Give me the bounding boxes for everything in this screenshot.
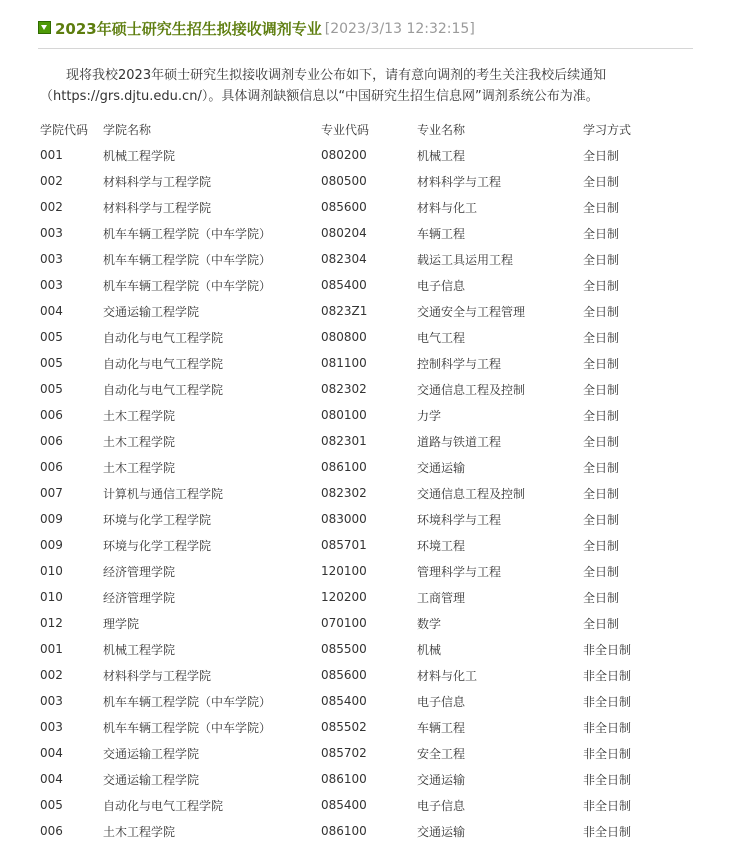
major-name-cell: 交通信息工程及控制 (417, 486, 526, 501)
college-code-cell: 004 (40, 304, 63, 318)
college-code-cell: 005 (40, 382, 63, 396)
table-row (40, 220, 680, 246)
intro-line-2: （https://grs.djtu.edu.cn/）。具体调剂缺额信息以“中国研究生招生信息网”调剂系统公布为准。 (40, 89, 599, 104)
major-code-cell: 080200 (321, 148, 367, 162)
major-code-cell: 080500 (321, 174, 367, 188)
study-mode-cell: 全日制 (583, 382, 620, 397)
table-row (40, 818, 680, 843)
header-college-code: 学院代码 (40, 122, 89, 137)
college-code-cell: 006 (40, 460, 63, 474)
major-name-cell: 环境工程 (417, 538, 466, 553)
major-name-cell: 材料与化工 (417, 200, 478, 215)
table-row (40, 402, 680, 428)
major-name-cell: 电子信息 (417, 278, 466, 293)
college-code-cell: 002 (40, 200, 63, 214)
college-name-cell: 材料科学与工程学院 (103, 200, 212, 215)
major-code-cell: 085400 (321, 798, 367, 812)
college-name-cell: 计算机与通信工程学院 (103, 486, 224, 501)
table-row (40, 168, 680, 194)
study-mode-cell: 全日制 (583, 616, 620, 631)
major-name-cell: 材料与化工 (417, 668, 478, 683)
major-name-cell: 交通信息工程及控制 (417, 382, 526, 397)
college-name-cell: 土木工程学院 (103, 824, 176, 839)
table-body (40, 142, 680, 843)
major-code-cell: 085502 (321, 720, 367, 734)
major-code-cell: 082304 (321, 252, 367, 266)
major-name-cell: 管理科学与工程 (417, 564, 502, 579)
college-code-cell: 005 (40, 798, 63, 812)
major-name-cell: 控制科学与工程 (417, 356, 502, 371)
table-row (40, 532, 680, 558)
table-row (40, 194, 680, 220)
college-code-cell: 002 (40, 174, 63, 188)
major-name-cell: 载运工具运用工程 (417, 252, 514, 267)
header-major-code: 专业代码 (321, 122, 370, 137)
table-row (40, 766, 680, 792)
college-name-cell: 自动化与电气工程学院 (103, 798, 224, 813)
intro-paragraph (40, 65, 700, 107)
college-code-cell: 003 (40, 278, 63, 292)
major-code-cell: 081100 (321, 356, 367, 370)
major-name-cell: 力学 (417, 408, 442, 423)
college-code-cell: 007 (40, 486, 63, 500)
college-name-cell: 自动化与电气工程学院 (103, 356, 224, 371)
study-mode-cell: 全日制 (583, 200, 620, 215)
table-row (40, 376, 680, 402)
table-row (40, 558, 680, 584)
table-row (40, 714, 680, 740)
major-name-cell: 车辆工程 (417, 720, 466, 735)
study-mode-cell: 非全日制 (583, 642, 632, 657)
study-mode-cell: 全日制 (583, 590, 620, 605)
major-name-cell: 交通运输 (417, 772, 466, 787)
major-code-cell: 085400 (321, 278, 367, 292)
major-code-cell: 086100 (321, 460, 367, 474)
college-code-cell: 003 (40, 720, 63, 734)
table-row (40, 142, 680, 168)
table-row (40, 610, 680, 636)
college-name-cell: 机车车辆工程学院（中车学院） (103, 226, 272, 241)
major-name-cell: 交通安全与工程管理 (417, 304, 526, 319)
table-row (40, 636, 680, 662)
college-code-cell: 001 (40, 642, 63, 656)
study-mode-cell: 非全日制 (583, 720, 632, 735)
major-code-cell: 0823Z1 (321, 304, 368, 318)
major-code-cell: 082302 (321, 382, 367, 396)
college-code-cell: 003 (40, 226, 63, 240)
study-mode-cell: 全日制 (583, 408, 620, 423)
college-name-cell: 自动化与电气工程学院 (103, 382, 224, 397)
major-name-cell: 电气工程 (417, 330, 466, 345)
table-row (40, 792, 680, 818)
table-row (40, 454, 680, 480)
college-name-cell: 自动化与电气工程学院 (103, 330, 224, 345)
college-name-cell: 材料科学与工程学院 (103, 668, 212, 683)
college-code-cell: 004 (40, 772, 63, 786)
major-code-cell: 083000 (321, 512, 367, 526)
study-mode-cell: 全日制 (583, 512, 620, 527)
college-name-cell: 机车车辆工程学院（中车学院） (103, 252, 272, 267)
study-mode-cell: 全日制 (583, 304, 620, 319)
table-row (40, 740, 680, 766)
study-mode-cell: 全日制 (583, 148, 620, 163)
major-name-cell: 机械 (417, 642, 442, 657)
study-mode-cell: 全日制 (583, 174, 620, 189)
college-code-cell: 004 (40, 746, 63, 760)
college-name-cell: 土木工程学院 (103, 460, 176, 475)
study-mode-cell: 全日制 (583, 252, 620, 267)
study-mode-cell: 全日制 (583, 486, 620, 501)
college-code-cell: 005 (40, 330, 63, 344)
table-row (40, 480, 680, 506)
major-code-cell: 080100 (321, 408, 367, 422)
college-code-cell: 003 (40, 694, 63, 708)
college-name-cell: 交通运输工程学院 (103, 772, 200, 787)
college-code-cell: 009 (40, 512, 63, 526)
study-mode-cell: 全日制 (583, 460, 620, 475)
study-mode-cell: 全日制 (583, 538, 620, 553)
study-mode-cell: 全日制 (583, 564, 620, 579)
college-name-cell: 经济管理学院 (103, 590, 176, 605)
college-name-cell: 交通运输工程学院 (103, 304, 200, 319)
table-row (40, 584, 680, 610)
college-code-cell: 009 (40, 538, 63, 552)
college-name-cell: 环境与化学工程学院 (103, 512, 212, 527)
major-name-cell: 工商管理 (417, 590, 466, 605)
major-name-cell: 机械工程 (417, 148, 466, 163)
major-code-cell: 085701 (321, 538, 367, 552)
intro-line-1: 现将我校2023年硕士研究生拟接收调剂专业公布如下，请有意向调剂的考生关注我校后续通知 (66, 68, 607, 83)
college-code-cell: 010 (40, 564, 63, 578)
study-mode-cell: 非全日制 (583, 772, 632, 787)
major-name-cell: 材料科学与工程 (417, 174, 502, 189)
table-row (40, 246, 680, 272)
table-row (40, 272, 680, 298)
major-code-cell: 070100 (321, 616, 367, 630)
header-major-name: 专业名称 (417, 122, 466, 137)
major-code-cell: 086100 (321, 824, 367, 838)
major-name-cell: 道路与铁道工程 (417, 434, 502, 449)
college-code-cell: 005 (40, 356, 63, 370)
major-code-cell: 085702 (321, 746, 367, 760)
college-code-cell: 006 (40, 408, 63, 422)
publish-timestamp: [2023/3/13 12:32:15] (324, 20, 475, 37)
major-name-cell: 车辆工程 (417, 226, 466, 241)
college-name-cell: 理学院 (103, 616, 140, 631)
table-row (40, 506, 680, 532)
major-code-cell: 085500 (321, 642, 367, 656)
major-name-cell: 交通运输 (417, 460, 466, 475)
majors-table (40, 116, 680, 843)
header-study-mode: 学习方式 (583, 122, 632, 137)
college-name-cell: 环境与化学工程学院 (103, 538, 212, 553)
major-code-cell: 082301 (321, 434, 367, 448)
major-name-cell: 电子信息 (417, 798, 466, 813)
header-college-name: 学院名称 (103, 122, 152, 137)
major-name-cell: 环境科学与工程 (417, 512, 502, 527)
major-name-cell: 交通运输 (417, 824, 466, 839)
college-code-cell: 010 (40, 590, 63, 604)
major-code-cell: 080800 (321, 330, 367, 344)
table-row (40, 324, 680, 350)
study-mode-cell: 非全日制 (583, 798, 632, 813)
college-name-cell: 经济管理学院 (103, 564, 176, 579)
college-name-cell: 机车车辆工程学院（中车学院） (103, 278, 272, 293)
study-mode-cell: 全日制 (583, 434, 620, 449)
major-code-cell: 085600 (321, 200, 367, 214)
study-mode-cell: 非全日制 (583, 668, 632, 683)
college-name-cell: 土木工程学院 (103, 408, 176, 423)
table-row (40, 688, 680, 714)
major-code-cell: 085600 (321, 668, 367, 682)
college-code-cell: 006 (40, 434, 63, 448)
major-name-cell: 安全工程 (417, 746, 466, 761)
study-mode-cell: 非全日制 (583, 694, 632, 709)
major-code-cell: 080204 (321, 226, 367, 240)
college-name-cell: 交通运输工程学院 (103, 746, 200, 761)
study-mode-cell: 全日制 (583, 330, 620, 345)
major-code-cell: 120100 (321, 564, 367, 578)
study-mode-cell: 全日制 (583, 356, 620, 371)
college-code-cell: 012 (40, 616, 63, 630)
table-row (40, 350, 680, 376)
college-name-cell: 机车车辆工程学院（中车学院） (103, 720, 272, 735)
college-name-cell: 土木工程学院 (103, 434, 176, 449)
major-name-cell: 数学 (417, 616, 442, 631)
table-row (40, 298, 680, 324)
table-row (40, 428, 680, 454)
college-name-cell: 机械工程学院 (103, 642, 176, 657)
college-code-cell: 001 (40, 148, 63, 162)
college-code-cell: 002 (40, 668, 63, 682)
table-row (40, 662, 680, 688)
study-mode-cell: 全日制 (583, 226, 620, 241)
major-code-cell: 120200 (321, 590, 367, 604)
major-code-cell: 082302 (321, 486, 367, 500)
college-name-cell: 材料科学与工程学院 (103, 174, 212, 189)
table-header-row (40, 116, 680, 142)
college-name-cell: 机车车辆工程学院（中车学院） (103, 694, 272, 709)
study-mode-cell: 非全日制 (583, 746, 632, 761)
study-mode-cell: 全日制 (583, 278, 620, 293)
college-name-cell: 机械工程学院 (103, 148, 176, 163)
college-code-cell: 003 (40, 252, 63, 266)
major-code-cell: 085400 (321, 694, 367, 708)
expand-box-icon[interactable] (38, 21, 51, 34)
article-title: 2023年硕士研究生招生拟接收调剂专业 (55, 20, 322, 38)
article-header (38, 18, 693, 49)
college-code-cell: 006 (40, 824, 63, 838)
study-mode-cell: 非全日制 (583, 824, 632, 839)
major-code-cell: 086100 (321, 772, 367, 786)
major-name-cell: 电子信息 (417, 694, 466, 709)
